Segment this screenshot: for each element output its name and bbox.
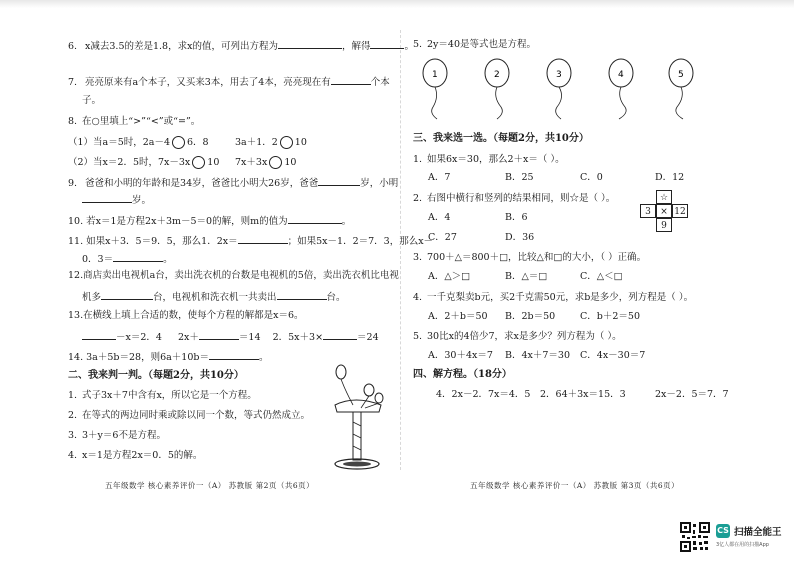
choice-5-b: B．4x＋7＝30: [505, 350, 571, 361]
question-14: 14. 3a＋5b＝28，则6a＋10b＝ 。: [68, 352, 269, 363]
choice-2-a: A．4: [428, 212, 451, 223]
balloon-label: 5: [678, 70, 684, 80]
judge-5: 5. 2y＝40是等式也是方程。: [413, 39, 536, 50]
page-footer-right: 五年级数学 核心素养评价一（A） 苏教版 第3页（共6页）: [470, 481, 680, 490]
judge-1: 1. 式子3x＋7中含有x，所以它是一个方程。: [68, 390, 257, 401]
choice-3-b: B．△＝□: [505, 271, 548, 282]
compare-circle[interactable]: [192, 156, 205, 169]
choice-3: 3. 700＋△＝800＋□，比较△和□的大小，（ ）正确。: [413, 252, 647, 263]
balloon-4: [609, 59, 633, 119]
choice-1-c: C．0: [580, 172, 603, 183]
question-8-row1: （1）当a＝5时，2a－4 6．8: [68, 137, 209, 148]
choice-2: 2. 右图中横行和竖列的结果相同，则☆是（ ）。: [413, 193, 616, 204]
question-6: 6. x减去3.5的差是1.8，求x的值，可列出方程为 ，解得 。: [68, 41, 414, 52]
judge-3: 3. 3＋y＝6不是方程。: [68, 430, 166, 441]
question-9: 9. 爸爸和小明的年龄和是34岁，爸爸比小明大26岁，爸爸 岁，小明: [68, 178, 399, 189]
balloon-3: [547, 59, 571, 119]
choice-1-d: D．12: [655, 172, 685, 183]
balloon-stand-illustration: [325, 360, 395, 475]
question-7-cont: 子。: [82, 95, 102, 106]
compare-circle[interactable]: [172, 136, 185, 149]
choice-5: 5. 30比x的4倍少7，求x是多少？列方程为（ ）。: [413, 331, 622, 342]
balloon-1: [423, 59, 447, 119]
choice-5-c: C．4x－30＝7: [580, 350, 646, 361]
page-divider: [400, 30, 401, 470]
question-8: 8. 在○里填上“>”“<”或“=”。: [68, 116, 201, 127]
choice-4-c: C．b＋2＝50: [580, 311, 640, 322]
balloon-5: [669, 59, 693, 119]
choice-2-b: B．6: [505, 212, 528, 223]
camscanner-logo: CS: [716, 524, 730, 538]
choice-3-c: C．△＜□: [580, 271, 623, 282]
choice-4-a: A．2＋b＝50: [428, 311, 488, 322]
choice-1-b: B．25: [505, 172, 534, 183]
balloon-label: 2: [494, 70, 500, 80]
question-11: 11. 如果x＋3．5＝9．5，那么1．2x＝ ；如果5x－1．2＝7．3，那么x－: [68, 236, 434, 247]
grid-right: 12: [672, 204, 688, 218]
compare-circle[interactable]: [280, 136, 293, 149]
equation-2: 2．64＋3x＝15．3: [540, 389, 626, 400]
camscanner-name: 扫描全能王: [734, 527, 782, 538]
judge-4: 4. x＝1是方程2x＝0．5的解。: [68, 450, 203, 461]
choice-4-b: B．2b＝50: [505, 311, 556, 322]
balloon-label: 3: [556, 70, 562, 80]
grid-top: ☆: [656, 190, 672, 204]
section-4-title: 四、解方程。（18分）: [413, 369, 512, 380]
judge-2: 2. 在等式的两边同时乘或除以同一个数，等式仍然成立。: [68, 410, 311, 421]
question-13-eqs: －x＝2．4 2x＋ ＝14 2．5x＋3× ＝24: [82, 330, 379, 344]
section-3-title: 三、我来选一选。（每题2分，共10分）: [413, 133, 589, 144]
question-12: 12.商店卖出电视机a台，卖出洗衣机的台数是电视机的5倍，卖出洗衣机比电视: [68, 270, 399, 281]
question-13: 13.在横线上填上合适的数，使每个方程的解都是x＝6。: [68, 310, 304, 321]
choice-3-a: A．△＞□: [428, 271, 471, 282]
choice-1-a: A．7: [428, 172, 451, 183]
equation-3: 2x－2．5＝7．7: [655, 389, 729, 400]
choice-2-c: C．27: [428, 232, 457, 243]
question-8-row2b: 7x＋3x 10: [235, 157, 297, 168]
choice-4: 4. 一千克梨卖b元，买2千克需50元，求b是多少，列方程是（ ）。: [413, 292, 694, 303]
balloon-label: 4: [618, 70, 624, 80]
grid-center: ×: [656, 204, 672, 218]
grid-left: 3: [640, 204, 656, 218]
camscanner-tagline: 3亿人都在用的扫描App: [716, 542, 769, 548]
question-7: 7. 亮亮原来有a个本子，又买来3本，用去了4本，亮亮现在有 个本: [68, 77, 390, 88]
question-11-cont: 0．3＝ 。: [82, 254, 173, 265]
section-2-title: 二、我来判一判。（每题2分，共10分）: [68, 370, 244, 381]
question-10: 10. 若x＝1是方程2x＋3m－5＝0的解，则m的值为 。: [68, 216, 352, 227]
page-footer-left: 五年级数学 核心素养评价一（A） 苏教版 第2页（共6页）: [105, 481, 315, 490]
equation-1: 4．2x－2．7x＝4．5: [436, 389, 531, 400]
choice-5-a: A．30＋4x＝7: [428, 350, 493, 361]
question-8-row1b: 3a＋1．2 10: [235, 137, 307, 148]
qr-code-icon: [680, 522, 710, 552]
grid-bottom: 9: [656, 218, 672, 232]
scan-edge: [0, 0, 794, 8]
balloon-row: [415, 55, 715, 120]
choice-1: 1. 如果6x＝30，那么2＋x＝（ ）。: [413, 154, 565, 165]
question-12-cont: 机多 台，电视机和洗衣机一共卖出 台。: [82, 292, 346, 303]
question-9-cont: 岁。: [82, 193, 151, 207]
balloon-label: 1: [432, 70, 438, 80]
compare-circle[interactable]: [269, 156, 282, 169]
question-8-row2: （2）当x＝2．5时，7x－3x 10: [68, 157, 220, 168]
choice-2-d: D．36: [505, 232, 535, 243]
balloon-2: [485, 59, 509, 119]
